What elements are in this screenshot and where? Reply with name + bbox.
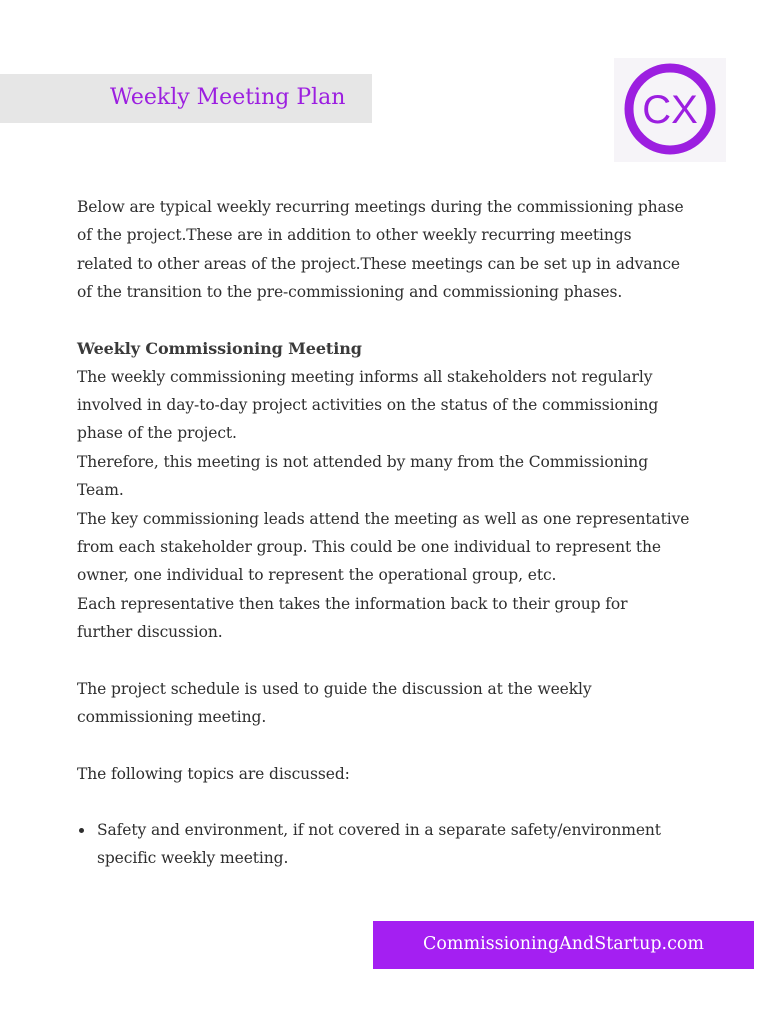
page-title: Weekly Meeting Plan	[110, 85, 346, 110]
section-paragraph	[77, 363, 717, 647]
text-line: Therefore, this meeting is not attended by many from the Commissioning	[77, 452, 649, 471]
topics-intro: The following topics are discussed:	[77, 764, 350, 783]
text-line: commissioning meeting.	[77, 708, 267, 727]
text-line: Below are typical weekly recurring meetings during the commissioning phase	[77, 198, 684, 216]
text-line: The weekly commissioning meeting informs all stakeholders not regularly	[77, 367, 653, 386]
text-line: Safety and environment, if not covered in a separate safety/environment	[97, 820, 661, 839]
text-line: of the project.These are in addition to other weekly recurring meetings	[77, 226, 632, 245]
bullet-icon	[79, 828, 84, 833]
text-line: specific weekly meeting.	[97, 849, 289, 868]
topics-list	[77, 816, 717, 873]
text-line: from each stakeholder group. This could be one individual to represent the	[77, 538, 662, 557]
section-heading: Weekly Commissioning Meeting	[77, 338, 362, 358]
document-body	[77, 193, 717, 873]
text-line: The project schedule is used to guide the discussion at the weekly	[77, 679, 592, 698]
schedule-paragraph	[77, 675, 717, 732]
text-line: Each representative then takes the information back to their group for	[77, 594, 628, 613]
intro-paragraph	[77, 193, 717, 307]
cx-logo	[614, 58, 726, 162]
footer-link-banner[interactable]	[373, 921, 754, 969]
text-line: phase of the project.	[77, 424, 237, 443]
text-line: of the transition to the pre-commissioning and commissioning phases.	[77, 283, 623, 302]
text-line: further discussion.	[77, 623, 223, 642]
text-line: The key commissioning leads attend the meeting as well as one representative	[77, 509, 690, 528]
text-line: related to other areas of the project.These meetings can be set up in advance	[77, 254, 680, 273]
logo-text: CX	[642, 88, 698, 132]
text-line: Team.	[77, 481, 124, 500]
text-line: involved in day-to-day project activities on the status of the commissioning	[77, 396, 659, 415]
list-item	[97, 816, 717, 873]
text-line: owner, one individual to represent the operational group, etc.	[77, 566, 557, 585]
footer-link[interactable]: CommissioningAndStartup.com	[422, 934, 705, 954]
